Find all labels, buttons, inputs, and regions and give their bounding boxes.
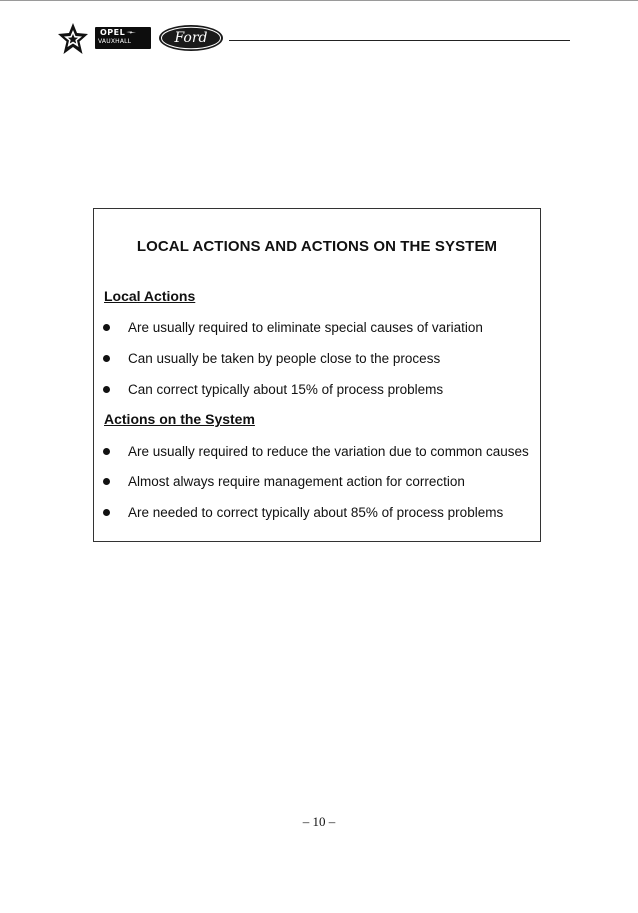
list-item-text: Almost always require management action for correction xyxy=(128,473,465,489)
list-item xyxy=(102,503,503,521)
page-header xyxy=(0,0,638,70)
bullet-icon xyxy=(103,478,110,485)
opel-label: OPEL xyxy=(100,28,126,37)
opel-vauxhall-logo xyxy=(95,27,151,49)
list-item-text: Are needed to correct typically about 85% of process problems xyxy=(128,504,504,520)
ford-label: Ford xyxy=(174,30,208,46)
section-heading-local-actions: Local Actions xyxy=(104,288,196,304)
list-item-text: Can correct typically about 15% of process problems xyxy=(128,381,444,397)
box-title: LOCAL ACTIONS AND ACTIONS ON THE SYSTEM xyxy=(136,238,498,255)
list-item xyxy=(102,442,529,460)
bullet-icon xyxy=(103,324,110,331)
content-box xyxy=(93,208,541,542)
bullet-icon xyxy=(103,355,110,362)
list-item xyxy=(102,318,483,336)
chrysler-pentastar-icon xyxy=(57,22,89,56)
vauxhall-label: VAUXHALL xyxy=(98,38,132,45)
section-heading-actions-on-the-system: Actions on the System xyxy=(104,411,255,427)
list-item xyxy=(102,349,440,367)
bullet-icon xyxy=(103,448,110,455)
list-item-text: Can usually be taken by people close to the process xyxy=(128,350,441,366)
list-item-text: Are usually required to eliminate special causes of variation xyxy=(128,319,483,335)
ford-logo xyxy=(158,24,224,52)
list-item-text: Are usually required to reduce the variation due to common causes xyxy=(128,443,529,459)
list-item xyxy=(102,380,443,398)
header-rule xyxy=(229,40,570,41)
page-number: – 10 – xyxy=(302,814,336,829)
opel-bolt-icon xyxy=(126,31,136,34)
list-item xyxy=(102,472,465,490)
bullet-icon xyxy=(103,509,110,516)
bullet-icon xyxy=(103,386,110,393)
